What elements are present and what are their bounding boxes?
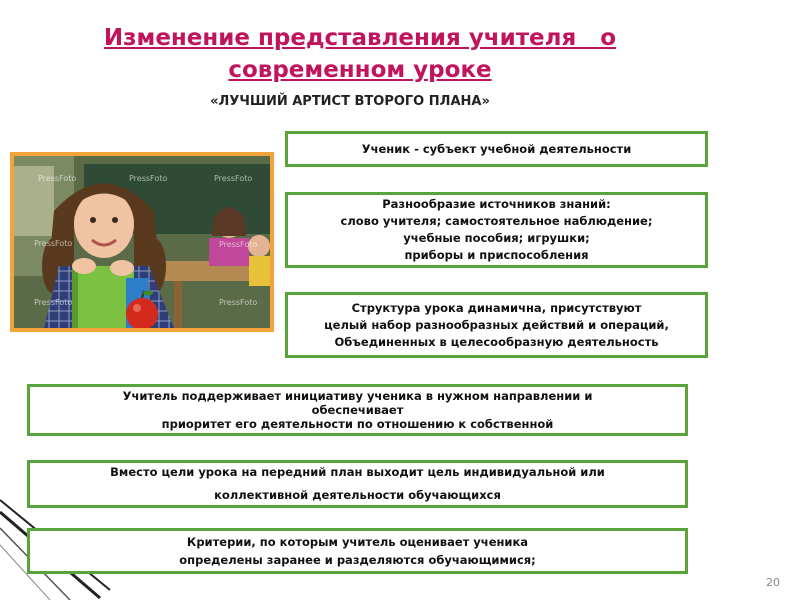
photo-watermark: PressFoto: [38, 174, 77, 183]
photo-watermark: PressFoto: [129, 174, 168, 183]
box-activity-goal: [27, 460, 688, 508]
box-text-line: Ученик - субъект учебной деятельности: [361, 142, 632, 156]
box-text-line: целый набор разнообразных действий и операций,: [324, 317, 669, 332]
box-text-line: Объединенных в целесообразную деятельность: [334, 334, 659, 349]
box-text-line: определены заранее и разделяются обучающимися;: [179, 553, 536, 567]
slide-title: [60, 22, 660, 86]
box-text-line: слово учителя; самостоятельное наблюдение;: [340, 214, 653, 228]
box-lesson-structure: [285, 292, 708, 358]
slide-title-line-1: Изменение представления учителя о: [103, 25, 617, 51]
box-text-line: Критерии, по которым учитель оценивает ученика: [186, 535, 529, 549]
box-text-line: Структура урока динамична, присутствуют: [351, 300, 642, 315]
page-number: 20: [766, 576, 780, 589]
box-student-subject: [285, 131, 708, 167]
photo-watermark: PressFoto: [214, 174, 253, 183]
box-text-line: учебные пособия; игрушки;: [403, 231, 590, 245]
box-assessment-criteria: [27, 528, 688, 574]
box-text-line: Вместо цели урока на передний план выходит цель индивидуальной или: [110, 465, 605, 479]
box-text-line: коллективной деятельности обучающихся: [214, 488, 501, 502]
photo-watermark: PressFoto: [219, 298, 258, 307]
classroom-photo: [10, 152, 274, 332]
box-text-line: приборы и приспособления: [404, 248, 589, 262]
slide-title-line-2: современном уроке: [228, 57, 492, 83]
slide-subtitle: «ЛУЧШИЙ АРТИСТ ВТОРОГО ПЛАНА»: [210, 94, 490, 109]
photo-watermark: PressFoto: [219, 240, 258, 249]
box-knowledge-sources: [285, 192, 708, 268]
photo-watermark: PressFoto: [34, 239, 73, 248]
photo-watermark: PressFoto: [34, 298, 73, 307]
box-text-line: приоритет его деятельности по отношению к собственной: [161, 417, 554, 431]
box-text-line: обеспечивает: [311, 403, 404, 417]
box-text-line: Разнообразие источников знаний:: [382, 197, 611, 211]
box-text-line: Учитель поддерживает инициативу ученика в нужном направлении и: [122, 389, 593, 403]
box-teacher-support: [27, 384, 688, 436]
